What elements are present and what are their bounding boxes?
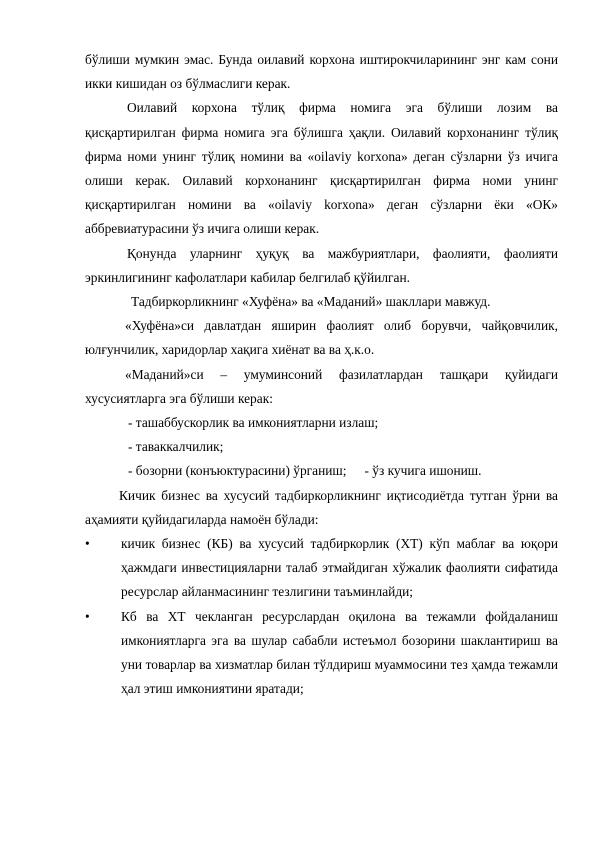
paragraph-law-guarantees: Қонунда уларнинг ҳуқуқ ва мажбуриятлари, фаолияти, фаолияти эркинлигининг кафолатлари кабилар белгилаб қўйилган. [85,245,558,285]
list-item-market-study-text: - бозорни (конъюктурасини) ўрганиш; [128,463,347,479]
list-item-risk: - таваккалчилик; [128,439,224,455]
list-item-initiative: - ташаббускорлик ва имкониятларни излаш; [128,415,379,431]
paragraph-shadow-form: «Хуфёна»си давлатдан яширин фаолият олиб борувчи, чайқовчилик, юлғунчилик, харидорлар хақига хиёнат ва ва ҳ.к.о. [85,318,558,358]
paragraph-forms-of-entrepreneurship: Тадбиркорликнинг «Хуфёна» ва «Маданий» шакллари мавжуд. [131,294,491,310]
list-item-market-study [85,459,558,483]
bullet-item-resource-turnover [85,532,558,605]
bullet-icon: • [85,536,90,552]
document-page [85,48,558,701]
paragraph-firm-name: Оилавий корхона тўлиқ фирма номига эга бўлиши лозим ва қисқартирилган фирма номига эга бўлишга ҳақли. Оилавий корхонанинг тўлиқ фирма номи унинг тўлиқ номини ва «oilaviy korxona» деган сўзларни ўз ичига олиши керак. Оилавий корхонанинг қисқартирилган фирма номи унинг қисқартирилган номини ва «oilaviy korxona» деган сўзларни ёки «ОК» аббревиатурасини ўз ичига олиши керак. [85,100,558,237]
paragraph-small-business-role: Кичик бизнес ва хусусий тадбиркорликнинг иқтисодиётда тутган ўрни ва аҳамияти қуйидагиларда намоён бўлади: [85,487,558,527]
bullet-text: кичик бизнес (КБ) ва хусусий тадбиркорлик (ХТ) кўп маблағ ва юқори ҳажмдаги инвестицияларни талаб этмайдиган хўжалик фаолияти сифатида ресурслар айланмасининг тезлигини таъминлайди; [121,536,558,600]
bullet-item-efficient-use [85,605,558,702]
paragraph-family-enterprise-members: бўлиши мумкин эмас. Бунда оилавий корхона иштирокчиларининг энг кам сони икки кишидан оз бўлмаслиги керак. [85,52,558,92]
bullet-icon: • [85,608,90,624]
list-item-self-confidence: - ўз кучига ишониш. [364,463,482,479]
bullet-text: Кб ва ХТ чекланган ресурслардан оқилона ва тежамли фойдаланиш имкониятларга эга ва шулар сабабли истеъмол бозорини шаклантириш ва уни товарлар ва хизматлар билан тўлдириш муаммосини тез ҳамда тежамли ҳал этиш имкониятини яратади; [121,608,558,697]
paragraph-cultural-form: «Маданий»си – умуминсоний фазилатлардан ташқари қуйидаги хусусиятларга эга бўлиши керак: [85,366,558,406]
